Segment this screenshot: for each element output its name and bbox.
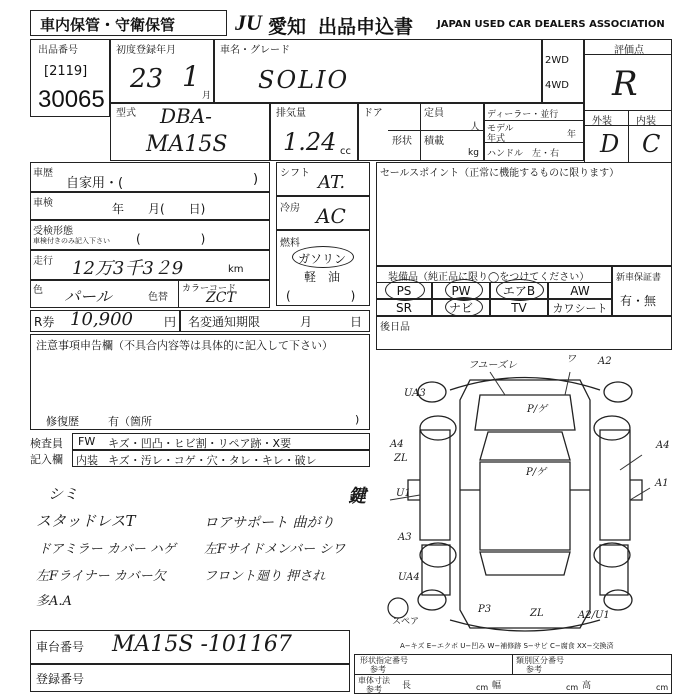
drive-2wd: 2WD [545,55,569,66]
length-cm: cm [476,683,489,692]
sales-point-label: セールスポイント（正常に機能するものに限ります） [380,168,620,179]
diagram-bottom-p3: P3 [478,604,492,615]
recycle-label: R券 [34,315,55,329]
receive-paren: ( ) [136,232,206,246]
shape-label: 形状 [392,136,412,147]
fuel-gas-circle [292,246,354,268]
registration-number-label: 登録番号 [36,672,85,686]
history-close: ) [253,172,259,187]
height-cm: cm [656,683,669,692]
month-unit: 月 [202,91,212,101]
height-unit: 高 [582,681,592,691]
diagram-a4zl: A4 [390,439,404,450]
equip-leather: カワシート [548,299,612,316]
note-mirror: ドアミラー カバー ハゲ [38,542,176,557]
inspector-label1: 検査員 [30,437,63,450]
storage-label: 車内保管・守衛保管 [40,16,176,34]
model-line2: MA15S [146,132,228,157]
ext-label: 外装 [592,116,612,127]
shape-number-label: 形状指定番号 [360,656,408,665]
deadline-label: 名変通知期限 [188,315,261,329]
equip-pw: PW [432,282,490,299]
body-size-ref: 参考 [366,685,382,694]
registration-label: 初度登録年月 [116,45,176,56]
diagram-a3: A3 [398,532,412,543]
note-side-member: 左Fサイドメンバー シワ [204,542,346,557]
notes-label: 注意事項申告欄（不具合内容等は具体的に記入して下さい） [36,339,333,352]
diagram-right-a1: A1 [655,478,669,489]
note-studless: スタッドレスT [36,512,136,530]
diagram-ua4: UA4 [398,572,420,583]
equip-airbag: エアB [490,282,548,299]
inspector-row2-text: キズ・汚レ・コゲ・穴・タレ・キレ・破レ [108,454,317,467]
color-value: パール [64,287,112,306]
diagram-bottom-right: A2/U1 [578,610,610,621]
fuel-light: 軽 油 [304,270,341,284]
listing-number: 30065 [38,86,105,113]
diagram-top-left: フユーズレ [468,360,517,371]
equip-ps: PS [376,282,432,299]
note-liner: 左Fライナー カバー欠 [36,569,166,584]
diagram-right-a4: A4 [656,440,670,451]
car-name: SOLIO [258,66,350,94]
cc-unit: cc [340,146,351,157]
inspector-row1-tag: FW [78,435,96,448]
equip-navi: ナビ [432,299,490,316]
recycle-amount: 10,900 [70,309,133,330]
diagram-u1: U1 [396,488,411,499]
back-item-box [376,316,672,350]
capacity-label: 定員 [424,108,444,119]
listing-number-label: 出品番号 [38,45,78,56]
rating-label: 評価点 [614,45,644,56]
equip-airbag-circle [496,279,544,301]
listing-small-number: [2119] [44,64,88,79]
diagram-bottom-zl: ZL [530,608,544,619]
int-label: 内装 [636,116,656,127]
model-year-label: モデル [487,124,514,134]
fuel-paren: ( ) [286,289,356,303]
deadline-day: 日 [350,315,363,329]
receive-label: 受検形態 [33,226,73,237]
equip-aw: AW [548,282,612,299]
registration-month: 1 [182,60,200,93]
ext-grade: D [600,130,620,158]
note-lower-support: ロアサポート 曲がり [204,515,335,531]
chassis-label: 車台番号 [36,640,85,654]
note-shimi: シミ [48,485,79,503]
inspector-label2: 記入欄 [30,453,63,466]
body-size-label: 車体寸法 [358,676,390,685]
diagram-top-right2: A2 [598,356,612,367]
year-unit: 年 [567,130,577,140]
drive-box [542,39,584,103]
note-front-push: フロント廻り 押され [204,569,326,584]
color-code-label: カラーコード [182,284,237,294]
recycle-yen: 円 [164,315,177,329]
equip-sr: SR [376,299,432,316]
handle-label: ハンドル 左・右 [487,149,560,159]
class-number-ref: 参考 [526,665,542,674]
color-swap-label: 色替 [148,292,168,303]
registration-year: 23 [130,64,164,94]
load-label: 積載 [424,136,444,147]
equip-ps-circle [385,279,425,301]
note-aa: 多A.A [36,594,72,609]
doc-title-en: JAPAN USED CAR DEALERS ASSOCIATION [437,19,665,30]
shift-label: シフト [280,168,310,179]
diagram-ua3: UA3 [404,388,426,399]
org-name: 愛知 [268,16,307,38]
model-label: 型式 [116,108,136,119]
back-item-label: 後日品 [380,322,410,333]
model-line1: DBA- [160,104,212,128]
shift-value: AT. [318,172,346,193]
diagram-spare: スペア [392,617,420,627]
note-key: 鍵 [348,486,366,507]
inspection-label: 車検 [33,198,53,209]
damage-legend: A−キズ E−エクボ U−凹み W−補修跡 S−サビ C−腐食 XX−交換済 [400,642,614,650]
new-car-label: 新車保証書 [616,273,662,283]
diagram-body: P/ゲ [526,467,547,478]
model-year-label2: 年式 [487,134,506,144]
car-name-label: 車名・グレード [220,45,290,56]
chassis-value: MA15S -101167 [112,632,292,657]
equip-tv: TV [490,299,548,316]
equip-navi-circle [445,297,483,317]
length-unit: 長 [402,681,412,691]
receive-note: 車検付きのみ記入下さい [33,237,110,245]
ac-label: 冷房 [280,203,300,214]
kg-unit: kg [468,148,479,158]
displacement-label: 排気量 [276,108,306,119]
mileage-label: 走行 [33,256,53,267]
rating-value: R [612,64,638,104]
repair-label: 修復歴 [46,415,79,428]
equipment-label: 装備品（純正品に限り◯をつけてください） [388,272,590,283]
inspector-row1-text: キズ・凹凸・ヒビ割・リペア跡・X要 [108,437,292,450]
door-label: ドア [363,108,383,119]
width-unit: 幅 [492,681,502,691]
deadline-month: 月 [300,315,313,329]
width-cm: cm [566,683,579,692]
class-number-label: 類別区分番号 [516,656,564,665]
diagram-top-right1: ワ [566,354,576,365]
km-unit: km [228,264,244,275]
color-code-value: ZCT [206,290,236,306]
person-unit: 人 [470,122,480,133]
fuel-gas: ガソリン [298,252,347,266]
mileage-value: 12万3千3２9 [72,258,184,279]
displacement-value: 1.24 [283,128,337,156]
ac-value: AC [316,204,346,228]
repair-value: 有（箇所 [108,415,152,428]
drive-4wd: 4WD [545,80,569,91]
color-label: 色 [33,285,43,296]
new-car-options: 有・無 [620,294,657,308]
int-grade: C [642,130,661,158]
history-label: 車歴 [33,168,53,179]
ju-logo: JU [235,10,262,35]
diagram-roof: P/ゲ [527,404,548,415]
inspector-row2-tag: 内装 [76,454,98,467]
diagram-a4zl2: ZL [394,453,408,464]
fuel-label: 燃料 [280,238,300,249]
history-value: 自家用・( [66,176,124,191]
dealer-label: ディーラー・並行 [487,110,559,120]
doc-title: 出品申込書 [318,16,414,38]
shape-number-ref: 参考 [370,665,386,674]
inspection-value: 年 月( 日) [112,202,206,216]
repair-close: ) [355,413,360,426]
